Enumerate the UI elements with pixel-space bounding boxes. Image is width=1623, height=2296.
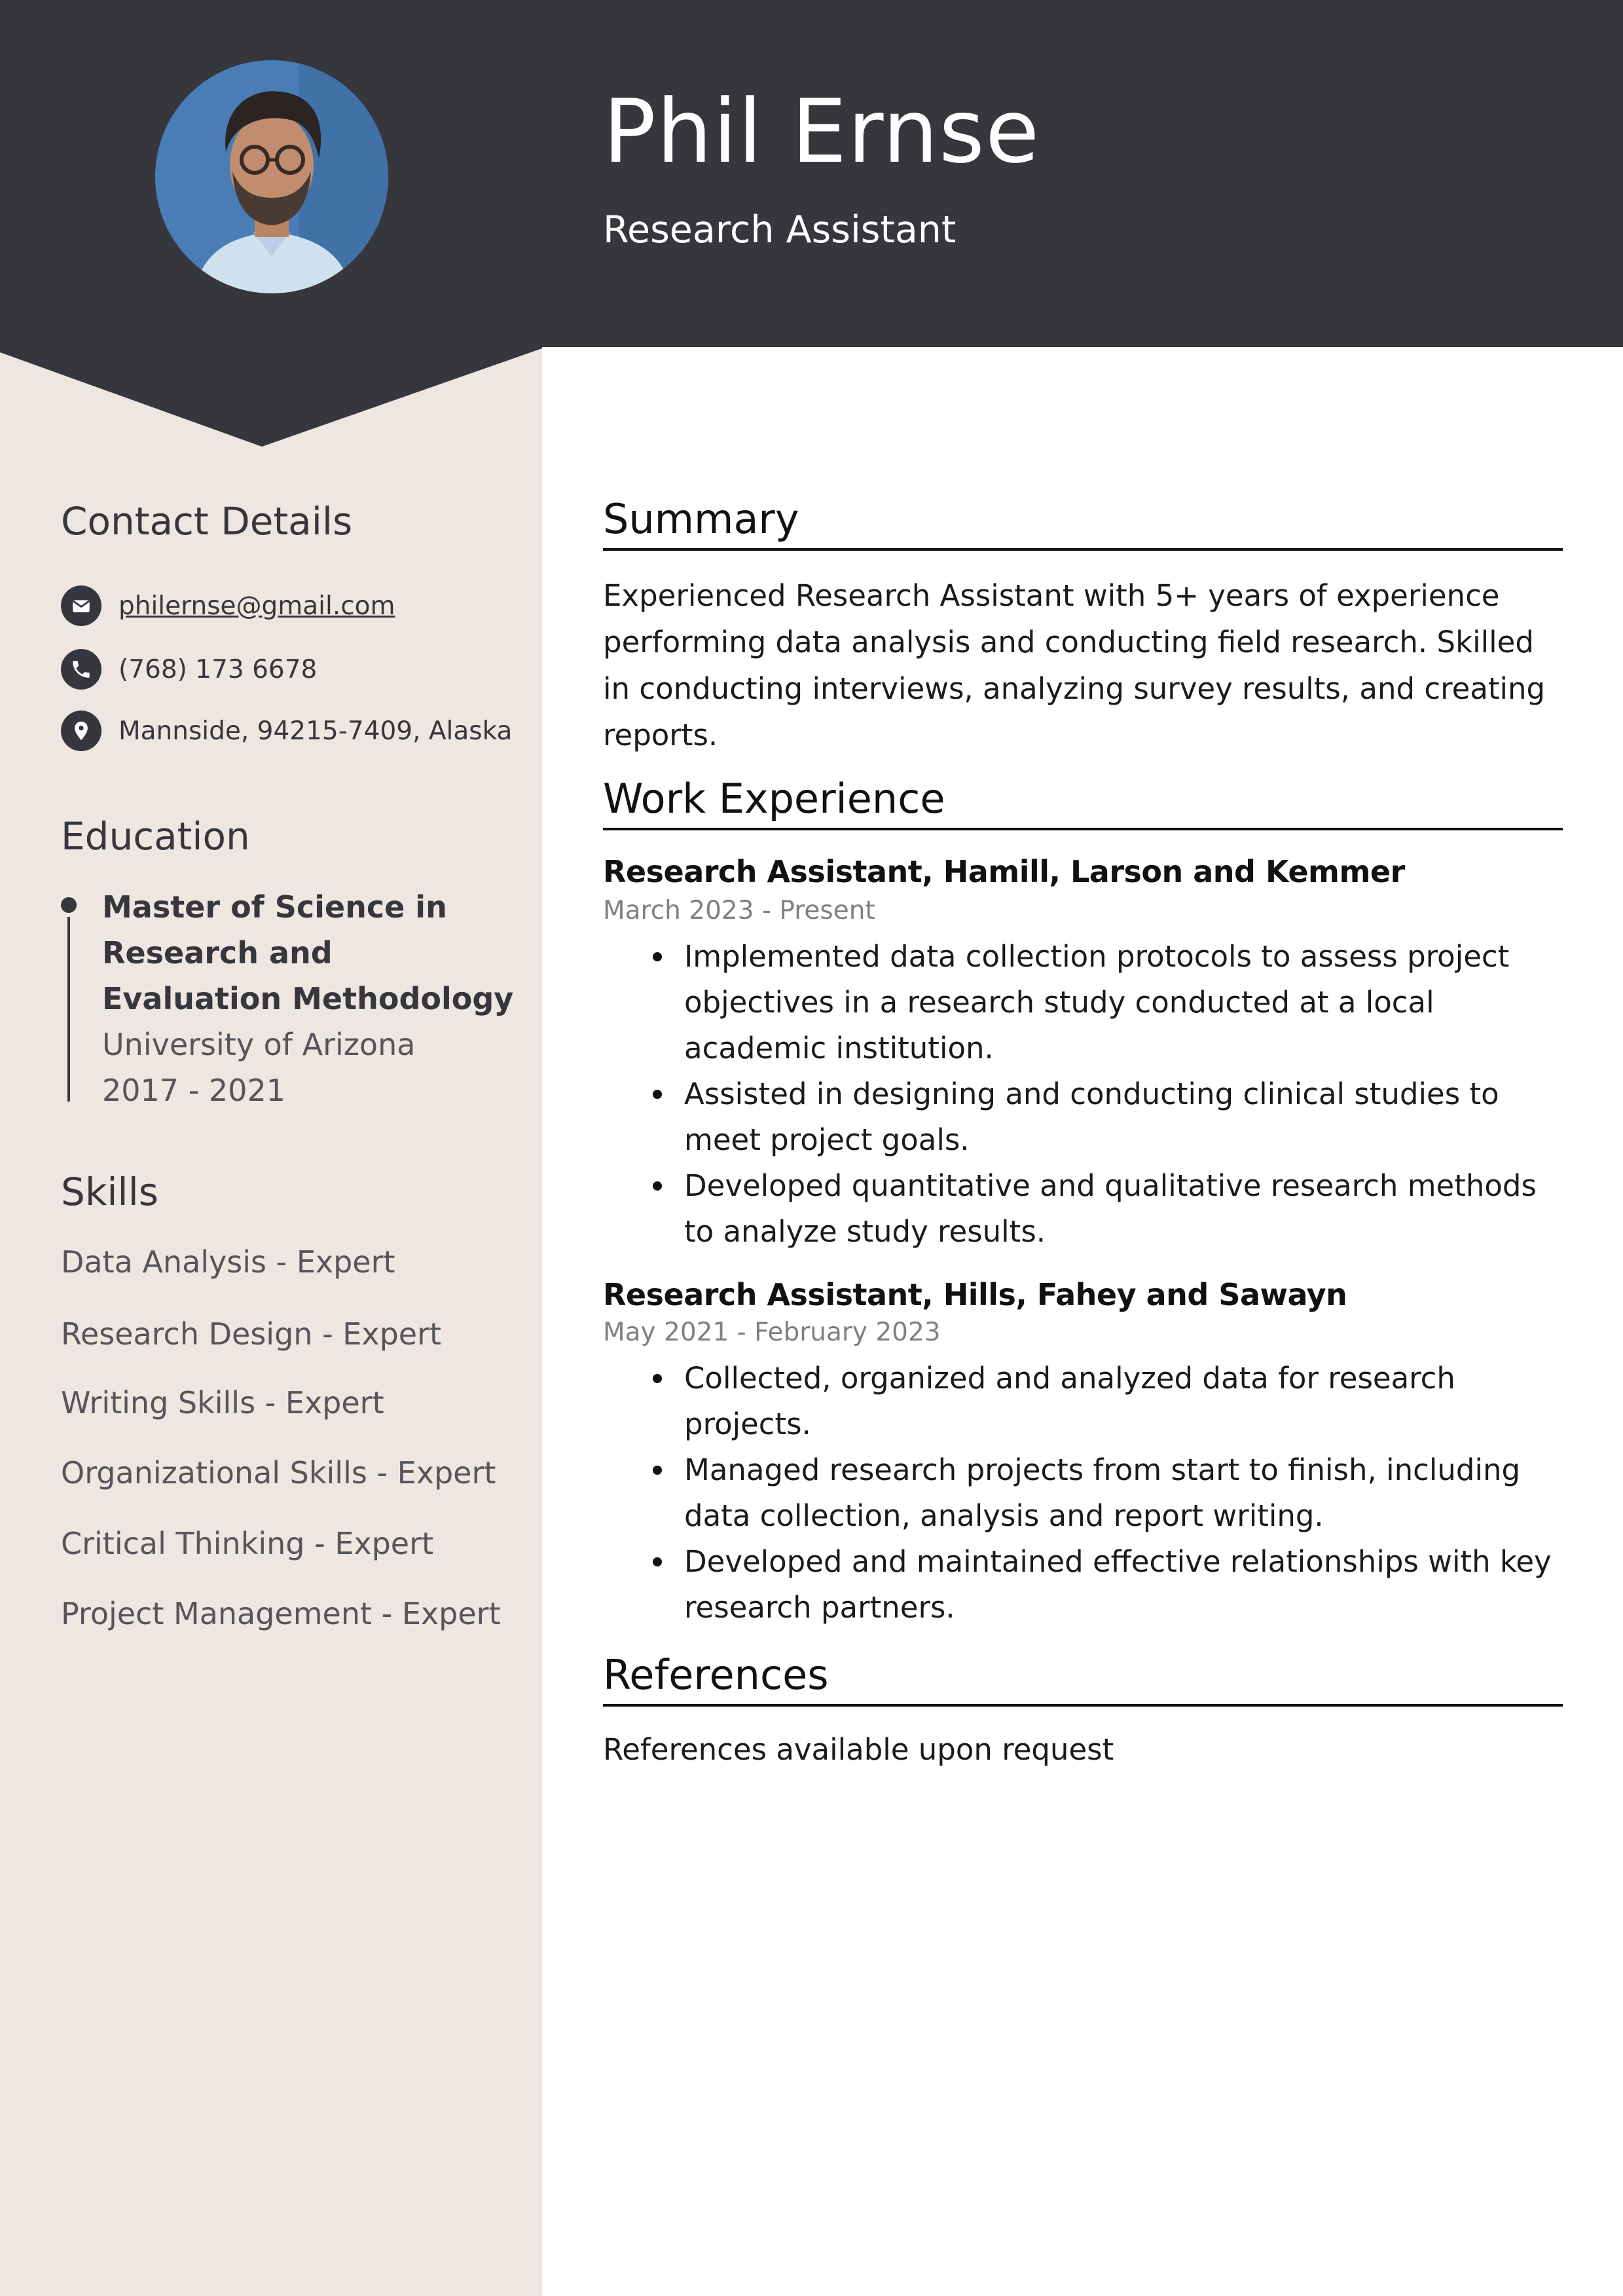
job-dates: May 2021 - February 2023	[603, 1318, 941, 1347]
school: University of Arizona	[102, 1027, 416, 1062]
skill-item: Research Design - Expert	[61, 1316, 442, 1352]
timeline-line	[67, 917, 70, 1102]
summary-text: Experienced Research Assistant with 5+ years of experience performing data analysis and conducting field research. Skilled in conducting interviews, analyzing survey results, and creating reports.	[603, 578, 1546, 752]
bullet-item: Managed research projects from start to finish, including data collection, analysis and report writing.	[684, 1447, 1555, 1539]
job-bullets	[684, 1356, 1555, 1631]
job-title: Research Assistant, Hamill, Larson and Kemmer	[603, 854, 1405, 889]
portrait-photo	[155, 60, 388, 293]
contact-email-row	[61, 585, 395, 626]
header-chevron	[0, 346, 542, 448]
skill-item: Data Analysis - Expert	[61, 1244, 395, 1280]
bullet-item: Developed quantitative and qualitative research methods to analyze study results.	[684, 1163, 1555, 1255]
degree: Master of Science in Research and Evaluation Methodology	[102, 889, 514, 1016]
timeline-dot	[61, 897, 77, 913]
phone-text: (768) 173 6678	[119, 654, 318, 684]
bullet-item: Collected, organized and analyzed data for research projects.	[684, 1356, 1555, 1447]
education-entry	[102, 884, 521, 1113]
education-heading: Education	[61, 814, 250, 859]
bullet-item: Developed and maintained effective relationships with key research partners.	[684, 1539, 1555, 1631]
education-years: 2017 - 2021	[102, 1073, 285, 1108]
references-heading: References	[603, 1651, 1563, 1707]
job-bullets	[684, 934, 1555, 1255]
contact-heading: Contact Details	[61, 499, 353, 544]
summary-heading: Summary	[603, 495, 1563, 551]
avatar	[155, 60, 388, 293]
job-title: Research Assistant, Hills, Fahey and Sawayn	[603, 1277, 1347, 1312]
bullet-item: Implemented data collection protocols to assess project objectives in a research study conducted at a local academic institution.	[684, 934, 1555, 1071]
references-text: References available upon request	[603, 1732, 1114, 1767]
envelope-icon	[61, 585, 101, 626]
contact-address-row	[61, 711, 512, 751]
skills-heading: Skills	[61, 1170, 158, 1214]
candidate-title: Research Assistant	[603, 208, 957, 251]
skill-item: Organizational Skills - Expert	[61, 1455, 496, 1491]
skill-item: Critical Thinking - Expert	[61, 1526, 434, 1561]
location-pin-icon	[61, 711, 101, 751]
address-text: Mannside, 94215-7409, Alaska	[119, 716, 513, 746]
skill-item: Writing Skills - Expert	[61, 1385, 384, 1420]
bullet-item: Assisted in designing and conducting clinical studies to meet project goals.	[684, 1071, 1555, 1163]
contact-phone-row	[61, 649, 317, 690]
job-dates: March 2023 - Present	[603, 896, 875, 925]
candidate-name: Phil Ernse	[603, 81, 1040, 183]
email-link[interactable]: philernse@gmail.com	[119, 591, 395, 621]
experience-heading: Work Experience	[603, 775, 1563, 830]
phone-icon	[61, 649, 101, 690]
skill-item: Project Management - Expert	[61, 1596, 501, 1631]
